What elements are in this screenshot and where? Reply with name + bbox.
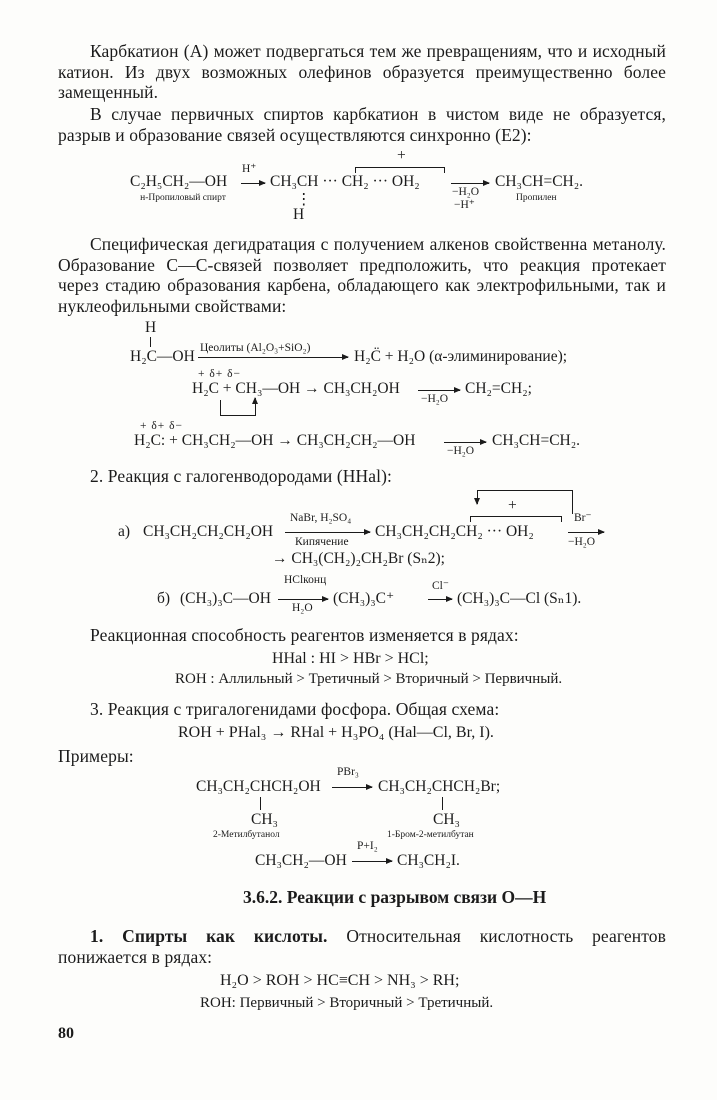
book-page: Карбкатион (A) может подвергаться тем же превращениям, что и исходный катион. Из двух возможных олефинов образуется преимущественно более замещенный. В случае первичных спиртов карбкатион в чистом виде не образуется, разрыв и образование связей осуществляются синхронно (E2): C₂H₅CH₂—OH H⁺ CH₃CH ··· CH₂ ··· OH₂ + ⋮ H −H₂O −H⁺ CH₃CH=CH₂. н-Пропиловый спирт Пропилен Специфическая дегидратация с получением алкенов свойственна метанолу. Образование C—C-связей позволяет предположить, что реакция протекает через стадию образования карбена, обладающего как электрофильными, так и нуклеофильными свойствами: H H₂C—OH Цеолиты (Al₂O₃+SiO₂) H₂C̈ + H₂O (α-элиминирование); + δ+ δ− H₂C + CH₃—OH → CH₃CH₂OH −H₂O CH₂=CH₂; + δ+ δ− H₂C: + CH₃CH₂—OH → CH₃CH₂CH₂—OH −H₂O CH₃CH=CH₂. 2. Реакция с галогенводородами (HHal): + а) CH₃CH₂CH₂CH₂OH NaBr, H₂SO₄ Кипячение CH₃CH₂CH₂CH₂ ··· OH₂ Br⁻ −H₂O → CH₃(CH₂)₂CH₂Br (Sₙ2); б) (CH₃)₃C—OH HClконц H₂O (CH₃)₃C⁺ Cl⁻ (CH₃)₃C—Cl (Sₙ1). Реакционная способность реагентов изменяется в рядах: HHal : HI > HBr > HCl; ROH : Аллильный > Третичный > Вторичный > Первичный. 3. Реакция с тригалогенидами фосфора. Общая схема: ROH + PHal₃ → RHal + H₃PO₄ (Hal—Cl, Br, I). Примеры: CH₃CH₂CHCH₂OH PBr₃ CH₃CH₂CHCH₂Br; CH₃ CH₃ 2-Метилбутанол 1-Бром-2-метилбутан CH₃CH₂—OH P+I₂ CH₃CH₂I. 3.6.2. Реакции с разрывом связи O—H 1. Спирты как кислоты. Относительная кислотность реагентов понижается в рядах: H₂O > ROH > HC≡CH > NH₃ > RH; ROH: Первичный > Вторичный > Третичный. 80 (58, 41, 666, 1042)
item-phosphorus-trihalides: 3. Реакция с тригалогенидами фосфора. Общая схема: (90, 699, 500, 719)
item-alcohols-as-acids: 1. Спирты как кислоты. Относительная кислотность реагентов понижается в рядах: (58, 926, 666, 967)
paragraph-carbocation: Карбкатион (A) может подвергаться тем же превращениям, что и исходный катион. Из двух возможных олефинов образуется преимущественно более замещенный. (58, 41, 666, 102)
paragraph-reactivity: Реакционная способность реагентов изменяется в рядах: (90, 625, 519, 645)
reaction-arrow (444, 442, 486, 443)
page-number: 80 (58, 1025, 74, 1042)
reaction-arrow (568, 532, 604, 533)
label-examples: Примеры: (58, 746, 134, 766)
item-hydrogen-halides: 2. Реакция с галогенводородами (HHal): (90, 466, 392, 486)
reaction-arrow (352, 861, 392, 862)
reaction-arrow (241, 183, 265, 184)
reaction-arrow (285, 532, 370, 533)
series-roh: ROH : Аллильный > Третичный > Вторичный > Первичный. (175, 671, 563, 687)
section-title: 3.6.2. Реакции с разрывом связи O—H (243, 887, 547, 907)
reaction-arrow (278, 599, 328, 600)
acidity-series-1: H₂O > ROH > HC≡CH > NH₃ > RH; (220, 972, 460, 989)
scheme-phal: ROH + PHal₃ → RHal + H₃PO₄ (Hal—Cl, Br, I). (178, 724, 494, 741)
bracket-top (355, 167, 445, 168)
reaction-arrow (451, 183, 489, 184)
series-hhal: HHal : HI > HBr > HCl; (272, 650, 429, 667)
paragraph-primary-alcohols: В случае первичных спиртов карбкатион в чистом виде не образуется, разрыв и образование связей осуществляются синхронно (E2): (58, 104, 666, 145)
reaction-arrow (418, 390, 460, 391)
paragraph-methanol-carbene: Специфическая дегидратация с получением алкенов свойственна метанолу. Образование C—C-связей позволяет предположить, что реакция протекает через стадию образования карбена, обладающего как электрофильными, так и нуклеофильными свойствами: (58, 234, 666, 316)
reaction-arrow (428, 599, 452, 600)
reaction-arrow (332, 787, 372, 788)
reaction-arrow (198, 357, 348, 358)
acidity-series-2: ROH: Первичный > Вторичный > Третичный. (200, 995, 494, 1011)
